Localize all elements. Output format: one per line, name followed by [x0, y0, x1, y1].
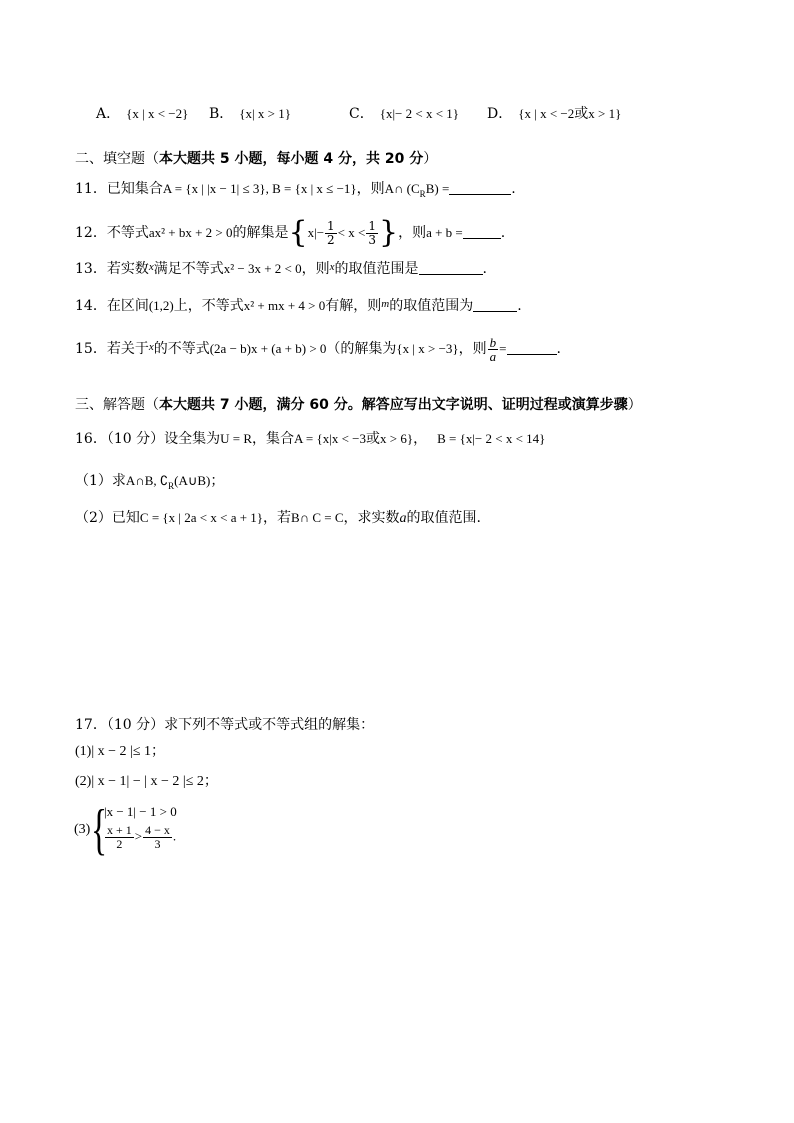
answer-blank[interactable] — [463, 224, 501, 239]
question-16 — [75, 429, 545, 449]
section3-heading-pre: 三、解答题（ — [75, 397, 159, 413]
math-expression: < x < — [337, 225, 366, 240]
question-16-part-1 — [75, 471, 224, 496]
question-12 — [75, 215, 506, 250]
math-expression: = — [499, 341, 507, 356]
question-13 — [75, 257, 487, 279]
part-label: (3) — [74, 822, 91, 837]
question-text: 若关于 — [106, 341, 149, 357]
math-expression: (1,2) — [148, 298, 174, 313]
fraction-denominator: 2 — [327, 232, 335, 247]
question-number: 16．（10 分） — [75, 431, 165, 447]
math-expression: B∩ C = C — [291, 510, 344, 525]
section2-heading-bold: 本大题共 5 小题，每小题 4 分，共 20 分 — [159, 151, 424, 167]
choice-b-text: {x| x > 1} — [239, 106, 291, 121]
question-text: 的不等式 — [153, 341, 210, 357]
math-variable: m — [381, 298, 390, 310]
question-text: ，则 — [458, 341, 487, 357]
math-expression: x > 6} — [380, 431, 414, 446]
fraction-denominator: 2 — [116, 837, 123, 851]
choice-b-label: B． — [209, 106, 234, 122]
math-expression: A = {x | |x − 1| ≤ 3}, B = {x | x ≤ −1} — [162, 181, 357, 196]
question-number: 12． — [75, 225, 107, 241]
choice-c-text: {x|− 2 < x < 1} — [379, 106, 460, 121]
system-brace: { — [91, 799, 108, 861]
question-17-part-2 — [75, 772, 218, 792]
fraction-numerator: 4 − x — [145, 823, 170, 837]
question-text: ，若 — [263, 510, 292, 526]
question-end: . — [556, 341, 561, 357]
math-expression: x|− — [307, 225, 325, 240]
question-text: （的解集为 — [326, 341, 397, 357]
math-expression: |x − 1| − 1 > 0 — [104, 804, 177, 819]
math-expression: B) = — [425, 181, 450, 196]
fraction-numerator: x + 1 — [107, 823, 132, 837]
math-variable: x — [148, 261, 154, 273]
part-label: （1） — [75, 473, 112, 489]
question-text: 的取值范围是 — [334, 261, 419, 277]
question-text: 的取值范围. — [406, 510, 481, 526]
question-number: 14． — [75, 298, 107, 314]
question-11 — [75, 179, 516, 204]
choice-b — [209, 103, 291, 123]
question-text: 已知 — [111, 510, 140, 526]
question-15 — [75, 332, 561, 364]
math-expression: x² − 3x + 2 < 0 — [223, 261, 302, 276]
choice-d-label: D． — [487, 106, 513, 122]
math-variable: x — [148, 341, 154, 353]
question-text: 设全集为 — [164, 431, 221, 447]
fraction-denominator: 3 — [154, 837, 161, 851]
choice-c — [349, 103, 459, 123]
math-expression: A∩ (C — [384, 181, 420, 196]
question-16-part-2 — [75, 508, 481, 529]
math-expression: (2a − b)x + (a + b) > 0 — [209, 341, 327, 356]
question-text: 17．（10 分）求下列不等式或不等式组的解集： — [75, 717, 375, 733]
left-brace: { — [288, 215, 308, 250]
section2-heading-post: ） — [423, 151, 438, 167]
math-expression: (1)| x − 2 |≤ 1； — [75, 744, 166, 759]
question-number: 15． — [75, 341, 107, 357]
question-text: 求 — [111, 473, 126, 489]
question-text: 的取值范围为 — [389, 298, 474, 314]
question-14 — [75, 294, 522, 316]
choice-d — [487, 103, 621, 123]
math-expression: C = {x | 2a < x < a + 1} — [139, 510, 264, 525]
math-expression: x² + mx + 4 > 0 — [243, 298, 326, 313]
choice-a — [96, 103, 188, 123]
question-text: 在区间 — [106, 298, 149, 314]
part-label: （2） — [75, 510, 112, 526]
question-text: 上，不等式 — [173, 298, 244, 314]
question-end: . — [172, 828, 177, 844]
math-expression: (2)| x − 1| − | x − 2 |≤ 2； — [75, 774, 218, 789]
section3-heading — [75, 395, 642, 415]
question-text: ，集合 — [251, 431, 294, 447]
math-expression: U = R — [220, 431, 252, 446]
question-text: 若实数 — [106, 261, 149, 277]
choice-c-label: C． — [349, 106, 374, 122]
math-operator: > — [134, 828, 143, 844]
fraction — [105, 824, 134, 851]
fraction-numerator: 1 — [368, 218, 376, 233]
question-text: 的解集是 — [232, 225, 289, 241]
question-text: 有解，则 — [325, 298, 382, 314]
answer-blank[interactable] — [473, 297, 517, 312]
answer-blank[interactable] — [419, 260, 483, 275]
fraction — [143, 824, 172, 851]
math-expression: (A∪B) — [174, 473, 211, 488]
answer-blank[interactable] — [507, 340, 557, 355]
question-text: ，则 — [398, 225, 427, 241]
section3-heading-bold: 本大题共 7 小题，满分 60 分。解答应写出文字说明、证明过程或演算步骤 — [159, 397, 628, 413]
right-brace: } — [378, 215, 399, 250]
choice-a-label: A． — [96, 106, 121, 122]
math-expression: B = {x|− 2 < x < 14} — [437, 431, 546, 446]
answer-blank[interactable] — [449, 180, 511, 195]
question-number: 13． — [75, 261, 107, 277]
math-expression — [104, 824, 176, 851]
question-end: . — [482, 261, 487, 277]
section2-heading — [75, 149, 437, 169]
question-text: ，则 — [356, 181, 385, 197]
math-variable: a — [399, 511, 407, 526]
section2-heading-pre: 二、填空题（ — [75, 151, 159, 167]
math-expression: A = {x|x < −3 — [293, 431, 366, 446]
question-text: 不等式 — [106, 225, 149, 241]
question-text: ，则 — [301, 261, 330, 277]
math-subscript: R — [168, 480, 175, 491]
question-text: ，求实数 — [343, 510, 400, 526]
choice-d-text-pre: {x | x < −2 — [518, 106, 575, 121]
question-text: 已知集合 — [106, 181, 163, 197]
fraction-numerator: b — [489, 334, 497, 350]
fraction-numerator: 1 — [327, 218, 335, 233]
math-variable: x — [329, 261, 335, 273]
choice-d-text-post: x > 1} — [588, 106, 622, 121]
fraction-one-half — [325, 220, 337, 247]
fraction-denominator: a — [489, 348, 497, 364]
question-end: . — [500, 225, 506, 241]
choice-d-or: 或 — [574, 106, 589, 122]
question-end: ； — [210, 473, 225, 489]
math-expression: a + b = — [426, 225, 463, 240]
question-17 — [75, 715, 374, 735]
question-17-part-1 — [75, 742, 165, 762]
math-expression: {x | x > −3} — [396, 341, 459, 356]
fraction-one-third — [366, 220, 378, 247]
question-text: 满足不等式 — [153, 261, 224, 277]
question-text: ， — [413, 431, 428, 447]
math-expression: A∩B, ∁ — [125, 473, 169, 488]
fraction-b-over-a — [488, 336, 499, 363]
choice-a-text: {x | x < −2} — [126, 106, 189, 121]
fraction-denominator: 3 — [368, 232, 376, 247]
question-number: 11． — [75, 181, 107, 197]
math-expression: ax² + bx + 2 > 0 — [148, 225, 233, 240]
question-end: . — [517, 298, 522, 314]
math-subscript: R — [419, 188, 426, 199]
section3-heading-post: ） — [627, 397, 642, 413]
question-end: . — [511, 181, 516, 197]
question-text: 或 — [366, 431, 380, 447]
